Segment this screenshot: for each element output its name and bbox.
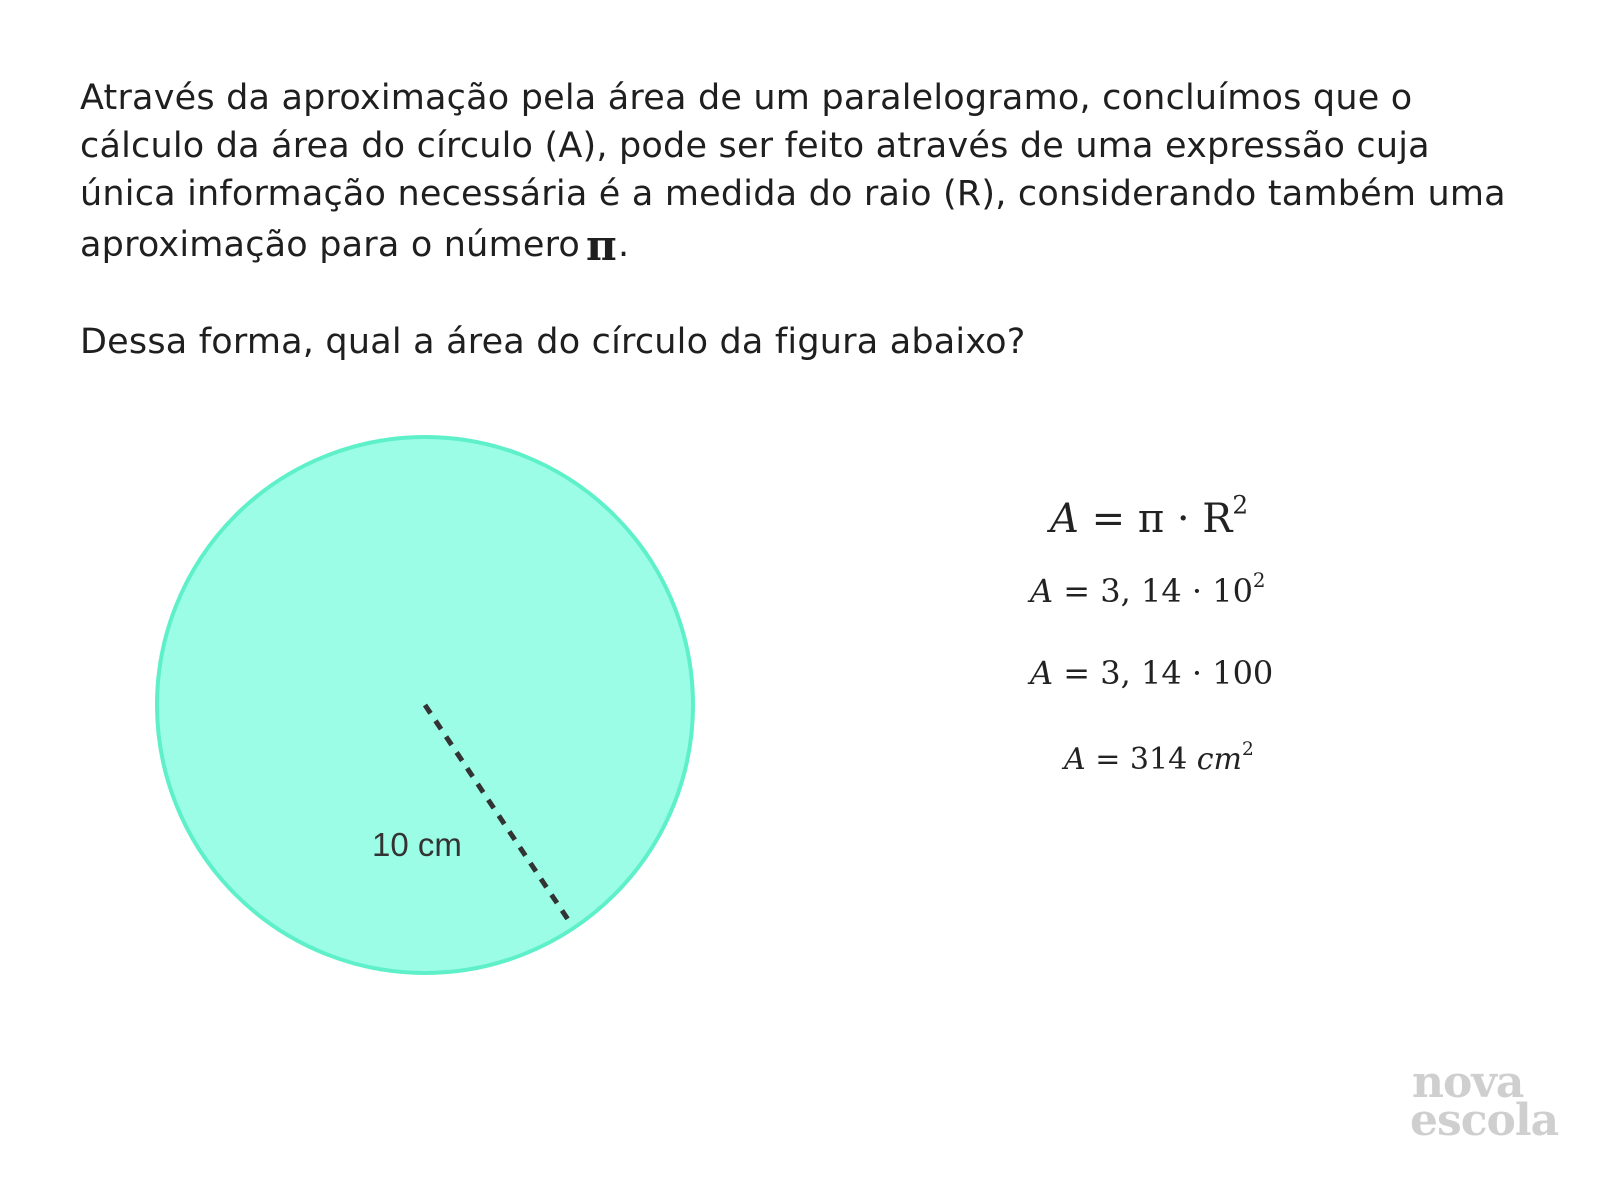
logo-line-escola: escola <box>1410 1095 1559 1146</box>
formula-substitution: A = 3, $14 \cdot 10^2$ <box>1030 569 1266 610</box>
formula-result: A = 314 $cm^2$ <box>1064 739 1254 777</box>
pi-symbol-icon: π <box>586 221 617 270</box>
formula-square: A = 3, 14 · 100 <box>1030 654 1274 692</box>
logo-line-nova: nova <box>1412 1057 1524 1108</box>
formula-general: $A = \pi \cdot R^2$ <box>1050 490 1249 542</box>
intro-period: . <box>617 225 630 265</box>
intro-text: Através da aproximação pela área de um paralelogramo, concluímos que o cálculo da área do círculo (A), pode ser feito através de uma expressão cuja única informação necessária é a medida do raio (R), considerando também uma aproximação para o número <box>80 78 1506 265</box>
question-text: Dessa forma, qual a área do círculo da figura abaixo? <box>80 322 1026 362</box>
intro-paragraph <box>80 74 1530 269</box>
radius-label: 10 cm <box>372 826 462 863</box>
circle-figure <box>140 420 710 990</box>
nova-escola-logo <box>1410 1057 1559 1146</box>
